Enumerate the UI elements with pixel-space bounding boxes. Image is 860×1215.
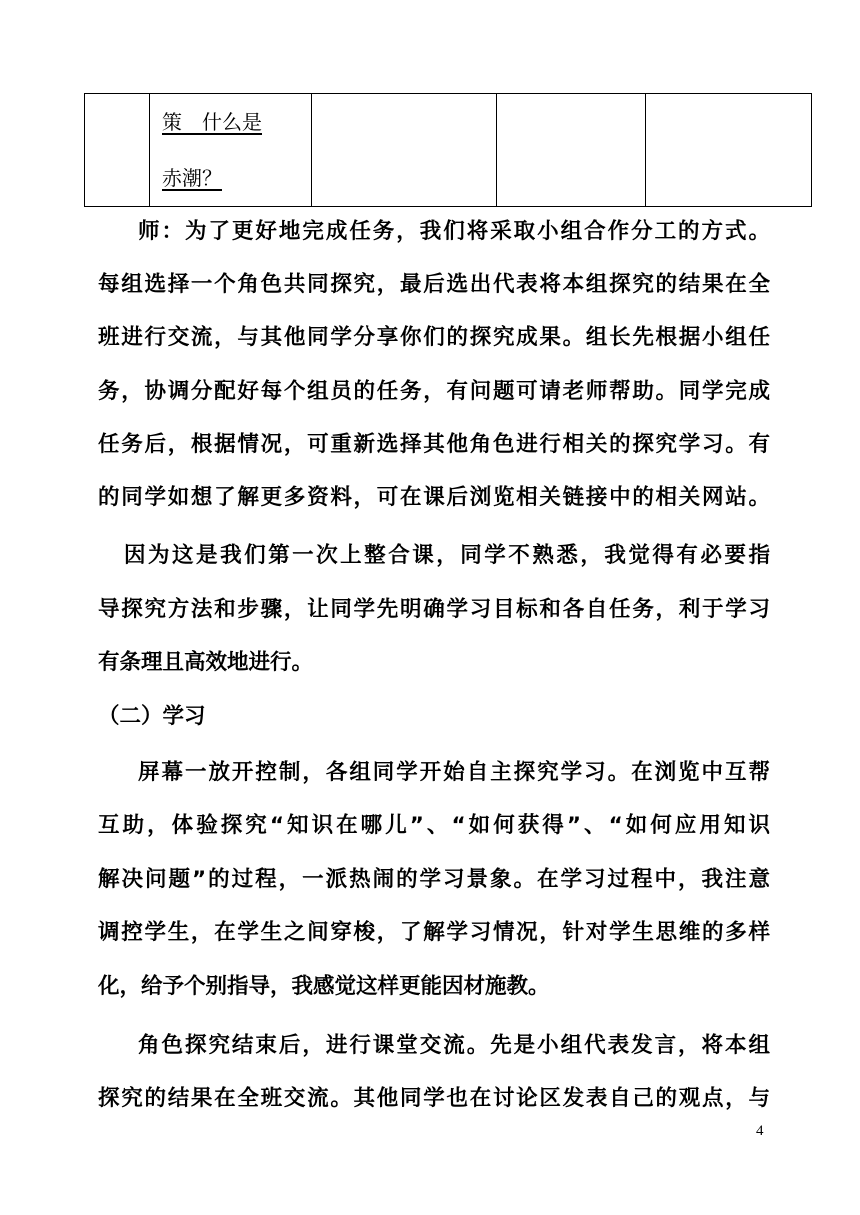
cell-line-2: 赤潮？ xyxy=(162,166,222,190)
paragraph-line: 因为这是我们第一次上整合课，同学不熟悉，我觉得有必要指 xyxy=(124,543,770,568)
section-heading: （二）学习 xyxy=(98,704,206,729)
page-number: 4 xyxy=(756,1123,764,1139)
paragraph-line: 每组选择一个角色共同探究，最后选出代表将本组探究的结果在全 xyxy=(98,272,770,297)
table-cell-question xyxy=(150,94,312,207)
role-table-fragment xyxy=(84,93,812,207)
paragraph-line: 解决问题”的过程，一派热闹的学习景象。在学习过程中，我注意 xyxy=(98,867,770,892)
paragraph-line: 角色探究结束后，进行课堂交流。先是小组代表发言，将本组 xyxy=(138,1033,770,1058)
paragraph-line: 调控学生，在学生之间穿梭，了解学习情况，针对学生思维的多样 xyxy=(98,920,770,945)
paragraph-line: 的同学如想了解更多资料，可在课后浏览相关链接中的相关网站。 xyxy=(98,485,770,510)
paragraph-line: 探究的结果在全班交流。其他同学也在讨论区发表自己的观点，与 xyxy=(98,1086,770,1111)
paragraph-line: 互助，体验探究“知识在哪儿”、“如何获得”、“如何应用知识 xyxy=(98,813,770,838)
paragraph-line: 务，协调分配好每个组员的任务，有问题可请老师帮助。同学完成 xyxy=(98,379,770,404)
paragraph-line: 任务后，根据情况，可重新选择其他角色进行相关的探究学习。有 xyxy=(98,432,770,457)
cell-line-1: 策 什么是 xyxy=(162,110,262,134)
paragraph-line: 师：为了更好地完成任务，我们将采取小组合作分工的方式。 xyxy=(138,219,770,244)
table-cell-empty xyxy=(312,94,497,207)
paragraph-line: 班进行交流，与其他同学分享你们的探究成果。组长先根据小组任 xyxy=(98,325,770,350)
paragraph-line: 化，给予个别指导，我感觉这样更能因材施教。 xyxy=(98,974,550,999)
table-cell-empty xyxy=(497,94,646,207)
cell-question-text xyxy=(150,94,311,206)
table-row xyxy=(85,94,812,207)
paragraph-line: 导探究方法和步骤，让同学先明确学习目标和各自任务，利于学习 xyxy=(98,597,770,622)
table-cell-empty xyxy=(85,94,150,207)
paragraph-line: 屏幕一放开控制，各组同学开始自主探究学习。在浏览中互帮 xyxy=(138,760,770,785)
table-cell-empty xyxy=(646,94,812,207)
paragraph-line: 有条理且高效地进行。 xyxy=(98,650,314,675)
